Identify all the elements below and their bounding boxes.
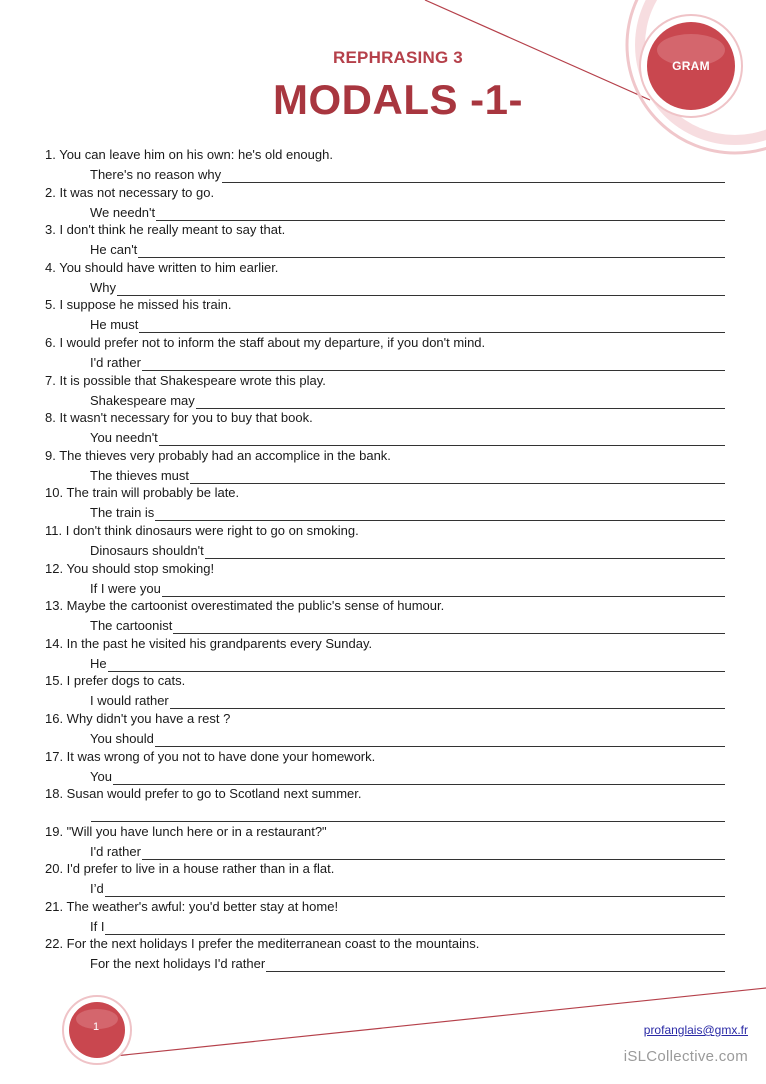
answer-blank-line[interactable] <box>156 207 725 221</box>
exercise-item <box>45 334 725 372</box>
answer-stem: The thieves must <box>90 467 189 483</box>
answer-stem: There's no reason why <box>90 167 222 182</box>
worksheet-subtitle: REPHRASING 3 <box>333 48 463 67</box>
answer-blank-line[interactable] <box>205 545 725 559</box>
answer-row <box>90 278 725 296</box>
exercise-item <box>45 484 725 522</box>
answer-blank-line[interactable] <box>162 583 725 597</box>
exercise-question: 19. "Will you have lunch here or in a restaurant?" <box>45 823 327 839</box>
answer-row <box>90 767 725 785</box>
answer-stem: We needn't <box>90 204 156 220</box>
exercise-question: 6. I would prefer not to inform the staff about my departure, if you don't mind. <box>45 334 486 350</box>
exercise-item <box>45 635 725 673</box>
exercise-item <box>45 748 725 786</box>
answer-blank-line[interactable] <box>266 958 725 972</box>
worksheet-title: MODALS -1- <box>273 76 523 123</box>
exercise-question: 2. It was not necessary to go. <box>45 184 215 200</box>
answer-stem: If I were you <box>90 580 161 596</box>
exercise-question: 18. Susan would prefer to go to Scotland next summer. <box>45 786 362 802</box>
exercise-question: 3. I don't think he really meant to say that. <box>45 222 286 238</box>
answer-blank-line[interactable] <box>196 395 725 409</box>
exercise-item <box>45 259 725 297</box>
exercise-list <box>45 146 725 973</box>
exercise-question: 4. You should have written to him earlier. <box>45 259 279 275</box>
answer-stem: If I <box>90 918 105 934</box>
answer-stem: For the next holidays I'd rather <box>90 956 266 972</box>
exercise-item <box>45 184 725 222</box>
answer-row <box>90 654 725 672</box>
exercise-item <box>45 672 725 710</box>
page-number: 1 <box>92 1021 100 1033</box>
watermark: iSLCollective.com <box>623 1048 748 1065</box>
exercise-question: 5. I suppose he missed his train. <box>45 297 232 313</box>
exercise-question: 7. It is possible that Shakespeare wrote this play. <box>45 372 326 388</box>
answer-row <box>90 616 725 634</box>
exercise-question: 20. I'd prefer to live in a house rather than in a flat. <box>45 861 335 877</box>
exercise-question: 15. I prefer dogs to cats. <box>45 673 186 689</box>
answer-row <box>90 579 725 597</box>
answer-blank-line[interactable] <box>117 282 725 296</box>
answer-row <box>90 165 725 183</box>
answer-row <box>90 729 725 747</box>
exercise-question: 12. You should stop smoking! <box>45 560 215 576</box>
answer-stem: You needn't <box>90 430 158 446</box>
answer-blank-line[interactable] <box>108 658 725 672</box>
exercise-item <box>45 597 725 635</box>
answer-blank-line[interactable] <box>155 733 725 747</box>
exercise-question: 21. The weather's awful: you'd better stay at home! <box>45 898 339 914</box>
answer-stem: You should <box>90 730 154 746</box>
answer-row <box>90 954 725 972</box>
answer-row <box>90 503 725 521</box>
answer-row <box>90 842 725 860</box>
answer-stem: Dinosaurs shouldn't <box>90 542 204 558</box>
answer-blank-line[interactable] <box>113 771 725 785</box>
exercise-item <box>45 935 725 973</box>
answer-stem: He <box>90 655 107 671</box>
answer-blank-line[interactable] <box>142 846 725 860</box>
answer-row <box>90 879 725 897</box>
exercise-question: 10. The train will probably be late. <box>45 485 240 501</box>
exercise-item <box>45 372 725 410</box>
answer-row <box>90 428 725 446</box>
answer-blank-line[interactable] <box>105 921 725 935</box>
answer-blank-line[interactable] <box>170 695 725 709</box>
answer-stem: The train is <box>90 505 155 521</box>
answer-stem: I'd rather <box>90 354 141 370</box>
exercise-question: 16. Why didn't you have a rest ? <box>45 710 231 726</box>
answer-stem: You <box>90 768 112 784</box>
exercise-item <box>45 785 725 823</box>
exercise-question: 22. For the next holidays I prefer the mediterranean coast to the mountains. <box>45 936 480 952</box>
answer-row <box>90 804 725 822</box>
answer-row <box>90 240 725 258</box>
answer-stem: He must <box>90 317 139 333</box>
author-email-link[interactable]: profanglais@gmx.fr <box>643 1023 748 1037</box>
exercise-item <box>45 823 725 861</box>
answer-blank-line[interactable] <box>159 432 725 446</box>
answer-stem: I’d <box>90 881 104 897</box>
answer-row <box>90 353 725 371</box>
exercise-item <box>45 409 725 447</box>
answer-row <box>90 466 725 484</box>
exercise-question: 9. The thieves very probably had an accomplice in the bank. <box>45 447 391 463</box>
exercise-question: 1. You can leave him on his own: he's old enough. <box>45 147 333 162</box>
exercise-question: 14. In the past he visited his grandparents every Sunday. <box>45 635 373 651</box>
exercise-item <box>45 296 725 334</box>
answer-blank-line[interactable] <box>155 507 725 521</box>
exercise-question: 8. It wasn't necessary for you to buy that book. <box>45 410 313 426</box>
exercise-item <box>45 710 725 748</box>
answer-stem: Why <box>90 279 116 295</box>
answer-stem: I would rather <box>90 693 169 709</box>
answer-row <box>90 691 725 709</box>
answer-blank-line[interactable] <box>105 883 725 897</box>
answer-blank-line[interactable] <box>138 244 725 258</box>
answer-stem: I'd rather <box>90 843 141 859</box>
exercise-item <box>45 146 725 184</box>
answer-blank-line[interactable] <box>139 319 725 333</box>
exercise-question: 13. Maybe the cartoonist overestimated the public's sense of humour. <box>45 598 445 614</box>
exercise-item <box>45 560 725 598</box>
answer-blank-line[interactable] <box>173 620 725 634</box>
answer-blank-line[interactable] <box>142 357 725 371</box>
answer-blank-line[interactable] <box>222 169 725 183</box>
exercise-item <box>45 522 725 560</box>
answer-stem: Shakespeare may <box>90 392 195 408</box>
exercise-item <box>45 221 725 259</box>
gram-badge-label: GRAM <box>672 59 710 73</box>
exercise-item <box>45 898 725 936</box>
answer-row <box>90 315 725 333</box>
exercise-question: 17. It was wrong of you not to have done your homework. <box>45 748 376 764</box>
answer-stem: The cartoonist <box>90 618 173 634</box>
exercise-item <box>45 860 725 898</box>
exercise-question: 11. I don't think dinosaurs were right to go on smoking. <box>45 522 359 538</box>
exercise-item <box>45 447 725 485</box>
answer-row <box>90 203 725 221</box>
answer-blank-line[interactable] <box>91 808 725 822</box>
answer-stem: He can't <box>90 242 138 258</box>
answer-row <box>90 917 725 935</box>
answer-row <box>90 541 725 559</box>
answer-blank-line[interactable] <box>190 470 725 484</box>
answer-row <box>90 391 725 409</box>
